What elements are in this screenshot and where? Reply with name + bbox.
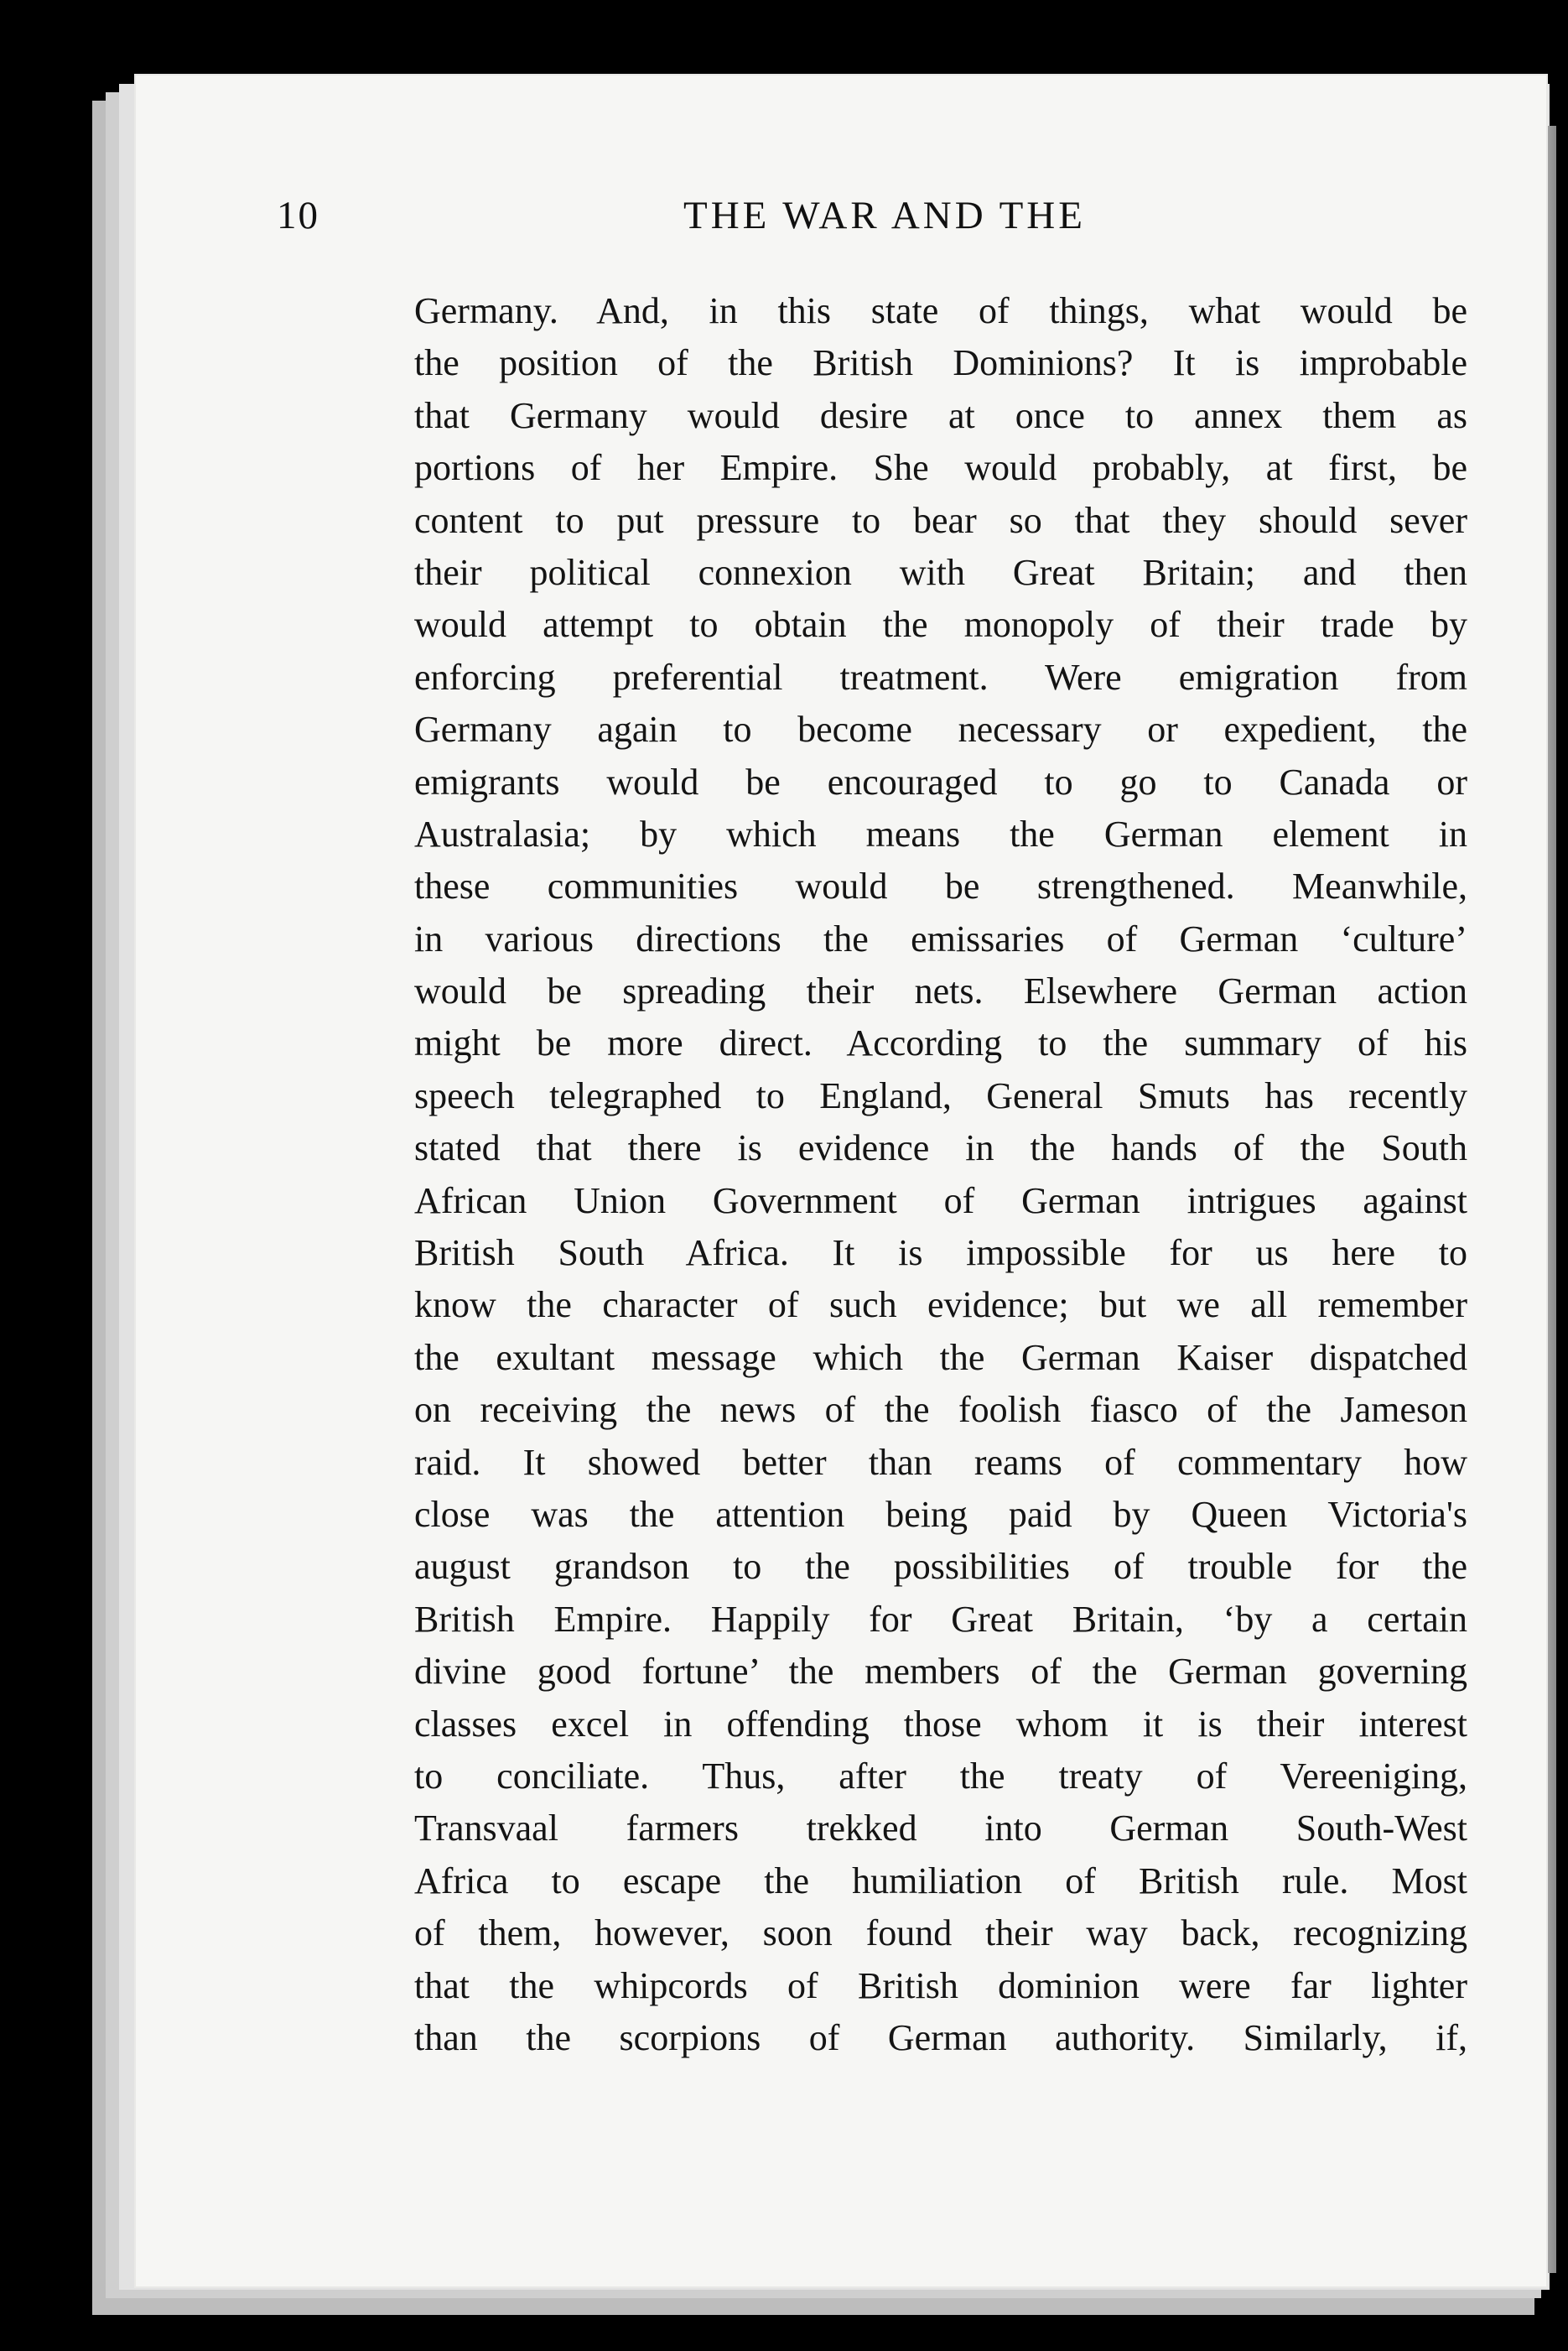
text-line: on receiving the news of the foolish fiasco of the Jameson [414, 1389, 1467, 1431]
text-line: these communities would be strengthened. Meanwhile, [414, 866, 1467, 908]
text-line: classes excel in offending those whom it is their interest [414, 1703, 1467, 1745]
text-line: to conciliate. Thus, after the treaty of Vereeniging, [414, 1755, 1467, 1797]
text-line: Germany. And, in this state of things, what would be [414, 290, 1467, 331]
text-line: emigrants would be encouraged to go to Canada or [414, 761, 1467, 803]
text-line: know the character of such evidence; but we all remember [414, 1284, 1467, 1326]
text-line: would be spreading their nets. Elsewhere German action [414, 970, 1467, 1012]
text-line: Africa to escape the humiliation of British rule. Most [414, 1859, 1467, 1901]
text-line: close was the attention being paid by Queen Victoria's [414, 1493, 1467, 1535]
text-line: content to put pressure to bear so that they should sever [414, 499, 1467, 541]
text-line: divine good fortune’ the members of the German governing [414, 1651, 1467, 1693]
text-line: Transvaal farmers trekked into German South-West [414, 1807, 1467, 1849]
body-text [414, 285, 1467, 2064]
text-line: that Germany would desire at once to annex them as [414, 394, 1467, 436]
text-line: would attempt to obtain the monopoly of their trade by [414, 604, 1467, 646]
text-line: that the whipcords of British dominion were far lighter [414, 1964, 1467, 2006]
text-line: British South Africa. It is impossible for us here to [414, 1232, 1467, 1274]
text-line: African Union Government of German intrigues against [414, 1179, 1467, 1221]
text-line: Australasia; by which means the German element in [414, 813, 1467, 855]
text-line: the exultant message which the German Kaiser dispatched [414, 1336, 1467, 1378]
text-line: Germany again to become necessary or expedient, the [414, 709, 1467, 751]
text-line: of them, however, soon found their way back, recognizing [414, 1912, 1467, 1954]
text-line: enforcing preferential treatment. Were emigration from [414, 656, 1467, 698]
text-line: raid. It showed better than reams of commentary how [414, 1441, 1467, 1483]
text-line: portions of her Empire. She would probably, at first, be [414, 447, 1467, 489]
text-line: their political connexion with Great Britain; and then [414, 551, 1467, 593]
text-line: the position of the British Dominions? It is improbable [414, 342, 1467, 384]
page-number: 10 [277, 194, 319, 237]
text-line: speech telegraphed to England, General Smuts has recently [414, 1074, 1467, 1116]
text-line: might be more direct. According to the summary of his [414, 1022, 1467, 1064]
running-title: THE WAR AND THE [683, 194, 1086, 237]
text-line: in various directions the emissaries of German ‘culture’ [414, 918, 1467, 960]
text-line: than the scorpions of German authority. Similarly, if, [414, 2016, 1467, 2058]
text-line: august grandson to the possibilities of trouble for the [414, 1546, 1467, 1588]
text-line: stated that there is evidence in the hands of the South [414, 1127, 1467, 1169]
page-header [277, 193, 1467, 252]
text-line: British Empire. Happily for Great Britain, ‘by a certain [414, 1598, 1467, 1640]
